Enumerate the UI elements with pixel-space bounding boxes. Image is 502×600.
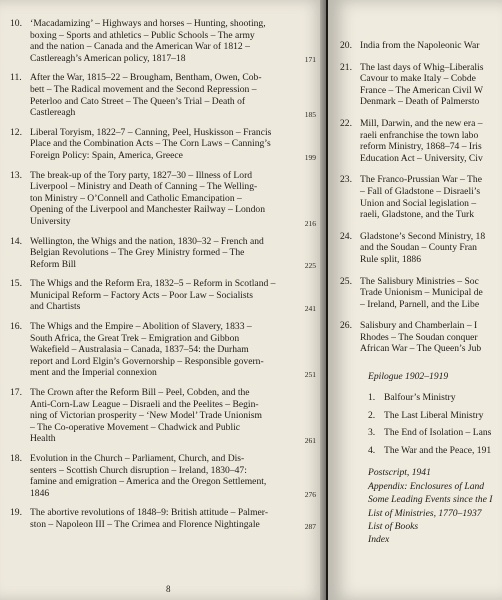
right-contents-column: [340, 40, 500, 547]
description-line: – The Co-operative Movement – Chadwick and Public: [30, 421, 241, 433]
epilogue-item: [368, 410, 500, 422]
description-line: report and Lord Elgin’s Governorship – Responsible govern-: [30, 355, 264, 367]
description-line: ment and the Imperial connexion: [30, 367, 157, 379]
description-line: Liverpool – Ministry and Death of Canning – The Welling-: [30, 181, 258, 193]
description-line: famine and emigration – America and the Oregon Settlement,: [30, 476, 267, 488]
description-line: – Ireland, Parnell, and the Libe: [360, 298, 480, 310]
epilogue-item-number: 4.: [368, 444, 376, 456]
chapter-description: [30, 236, 318, 271]
chapter-number: 12.: [10, 126, 22, 138]
description-line: Castlereagh: [30, 107, 76, 119]
back-matter-item: Index: [368, 534, 390, 546]
description-line: Foreign Policy: Spain, America, Greece: [30, 149, 183, 161]
left-contents-column: [10, 18, 318, 539]
description-line: Rhodes – The Soudan conquer: [360, 331, 478, 343]
description-line: Wakefield – Australasia – Canada, 1837–54: the Durham: [30, 344, 249, 356]
chapter-number: 13.: [10, 169, 22, 181]
description-line: Evolution in the Church – Parliament, Church, and Dis-: [30, 453, 245, 464]
contents-entry: [10, 170, 318, 228]
chapter-description: [360, 231, 485, 266]
epilogue-item-title: The End of Isolation – Lans: [384, 427, 492, 439]
chapter-number: 16.: [10, 321, 22, 333]
page-number: 171: [304, 55, 316, 65]
description-line: African War – The Queen’s Jub: [360, 343, 482, 355]
description-line: The Crown after the Reform Bill – Peel, Cobden, and the: [30, 387, 250, 399]
chapter-number: 26.: [340, 320, 352, 332]
description-line: raeli, Gladstone, and the Turk: [360, 209, 475, 221]
chapter-number: 24.: [340, 230, 352, 242]
contents-entry: [340, 276, 500, 311]
description-line: ton Ministry – O’Connell and Catholic Emancipation –: [30, 192, 242, 204]
description-line: Place and the Combination Acts – The Corn Laws – Canning’s: [30, 138, 271, 150]
contents-entry: [340, 174, 500, 220]
description-line: Trade Unionism – Municipal de: [360, 287, 483, 299]
description-line: Education Act – University, Civ: [360, 152, 483, 164]
description-line: ston – Napoleon III – The Crimea and Florence Nightingale: [30, 518, 260, 530]
epilogue-item-title: The Last Liberal Ministry: [384, 409, 484, 421]
page-number: 287: [304, 521, 316, 531]
contents-entry: [10, 18, 318, 64]
contents-entry: [340, 40, 500, 52]
back-matter-item: Postscript, 1941: [368, 467, 431, 479]
contents-entry: [340, 118, 500, 164]
page-folio: 8: [166, 584, 171, 594]
description-line: Opening of the Liverpool and Manchester Railway – London: [30, 204, 265, 216]
chapter-number: 18.: [10, 453, 22, 464]
epilogue-item-title: Balfour’s Ministry: [384, 392, 456, 404]
description-line: The Salisbury Ministries – Soc: [360, 275, 479, 287]
description-line: Reform Bill: [30, 258, 77, 270]
description-line: South Africa, the Great Trek – Emigration and Gibbon: [30, 332, 240, 344]
description-line: Municipal Reform – Factory Acts – Poor Law – Socialists: [30, 289, 254, 301]
page-number: 261: [304, 436, 316, 445]
contents-entry: [10, 453, 318, 499]
chapter-number: 15.: [10, 278, 22, 290]
page-number: 225: [304, 261, 316, 271]
description-line: and the nation – Canada and the American War of 1812 –: [30, 41, 250, 53]
back-matter-item: Some Leading Events since the I: [368, 494, 493, 506]
epilogue-item-number: 3.: [368, 427, 376, 439]
page-number: 185: [304, 109, 316, 119]
description-line: The Whigs and the Empire – Abolition of Slavery, 1833 –: [30, 321, 252, 333]
description-line: and the Soudan – County Fran: [360, 242, 477, 254]
description-line: The Franco-Prussian War – The: [360, 174, 482, 186]
description-line: boxing – Sports and athletics – Public Schools – The army: [30, 29, 255, 41]
description-line: Wellington, the Whigs and the nation, 1830–32 – French and: [30, 235, 264, 247]
description-line: The Whigs and the Reform Era, 1832–5 – Reform in Scotland –: [30, 278, 276, 290]
chapter-description: [30, 72, 318, 118]
epilogue-item-title: The War and the Peace, 191: [384, 444, 492, 456]
epilogue-item-number: 1.: [368, 392, 376, 404]
contents-entry: [10, 387, 318, 445]
description-line: The abortive revolutions of 1848–9: British attitude – Palmer-: [30, 507, 269, 519]
description-line: After the War, 1815–22 – Brougham, Bentham, Owen, Cob-: [30, 72, 262, 84]
contents-entry: [340, 62, 500, 108]
contents-entry: [10, 127, 318, 162]
chapter-number: 11.: [10, 72, 22, 84]
chapter-description: [30, 507, 318, 530]
back-matter-list: [368, 466, 500, 546]
description-line: Liberal Toryism, 1822–7 – Canning, Peel, Huskisson – Francis: [30, 126, 272, 138]
contents-entry: [340, 231, 500, 266]
epilogue-item-number: 2.: [368, 409, 376, 421]
chapter-number: 19.: [10, 507, 22, 519]
description-line: – Fall of Gladstone – Disraeli’s: [360, 185, 481, 197]
description-line: 1846: [30, 487, 50, 499]
description-line: Rule split, 1886: [360, 253, 422, 265]
description-line: Mill, Darwin, and the new era –: [360, 117, 483, 129]
description-line: Peterloo and Cato Street – The Queen’s Trial – Death of: [30, 95, 246, 107]
back-matter-item: List of Ministries, 1770–1937: [368, 507, 482, 519]
chapter-number: 25.: [340, 275, 352, 287]
chapter-description: [360, 174, 482, 220]
chapter-description: [30, 127, 318, 162]
chapter-description: [30, 278, 318, 313]
description-line: Belgian Revolutions – The Grey Ministry formed – The: [30, 247, 245, 259]
chapter-description: [30, 453, 318, 499]
description-line: Union and Social legislation –: [360, 197, 477, 209]
description-line: India from the Napoleonic War: [360, 40, 480, 51]
chapter-number: 23.: [340, 174, 352, 186]
description-line: Gladstone’s Second Ministry, 18: [360, 230, 486, 242]
chapter-description: [30, 18, 318, 64]
back-matter-item: Appendix: Enclosures of Land: [368, 480, 485, 492]
chapter-description: [360, 118, 483, 164]
description-line: Health: [30, 433, 56, 445]
description-line: senters – Scottish Church disruption – Ireland, 1830–47:: [30, 464, 247, 476]
page-number: 241: [304, 304, 316, 314]
chapter-description: [360, 276, 483, 311]
page-number: 276: [304, 490, 316, 500]
chapter-number: 22.: [340, 117, 352, 129]
epilogue-heading: Epilogue 1902–1919: [368, 371, 449, 383]
description-line: reform Ministry, 1868–74 – Iris: [360, 141, 482, 153]
contents-entry: [10, 72, 318, 118]
epilogue-item: [368, 445, 500, 457]
description-line: and Chartists: [30, 301, 81, 313]
chapter-number: 14.: [10, 235, 22, 247]
contents-entry: [10, 507, 318, 530]
epilogue-item: [368, 392, 500, 404]
description-line: ning of Victorian prosperity – ‘New Model’ Trade Unionism: [30, 410, 262, 422]
epilogue-item: [368, 427, 500, 439]
description-line: The break-up of the Tory party, 1827–30 – Illness of Lord: [30, 169, 253, 181]
contents-entry: [340, 320, 500, 355]
description-line: Cavour to make Italy – Cobde: [360, 73, 476, 85]
chapter-description: [30, 387, 318, 445]
chapter-description: [360, 62, 483, 108]
description-line: France – The American Civil W: [360, 84, 483, 96]
description-line: The last days of Whig–Liberalis: [360, 61, 484, 73]
description-line: Denmark – Death of Palmersto: [360, 96, 480, 108]
contents-entry: [10, 278, 318, 313]
contents-entry: [10, 321, 318, 379]
description-line: raeli enfranchise the town labo: [360, 129, 479, 141]
contents-entry: [10, 236, 318, 271]
description-line: Salisbury and Chamberlain – I: [360, 320, 478, 332]
chapter-description: [360, 320, 481, 355]
chapter-number: 20.: [340, 40, 352, 51]
description-line: ‘Macadamizing’ – Highways and horses – Hunting, shooting,: [30, 18, 266, 29]
chapter-number: 10.: [10, 18, 22, 29]
chapter-description: [360, 40, 479, 52]
page-number: 216: [304, 218, 316, 228]
chapter-description: [30, 321, 318, 379]
description-line: University: [30, 215, 71, 227]
page-number: 251: [304, 370, 316, 380]
chapter-number: 21.: [340, 61, 352, 73]
description-line: Castlereagh’s American policy, 1817–18: [30, 52, 186, 64]
page-number: 199: [304, 152, 316, 162]
chapter-number: 17.: [10, 387, 22, 399]
chapter-description: [30, 170, 318, 228]
description-line: Anti-Corn-Law League – Disraeli and the Peelites – Begin-: [30, 398, 259, 410]
description-line: bett – The Radical movement and the Second Repression –: [30, 83, 257, 95]
back-matter-item: List of Books: [368, 521, 419, 533]
